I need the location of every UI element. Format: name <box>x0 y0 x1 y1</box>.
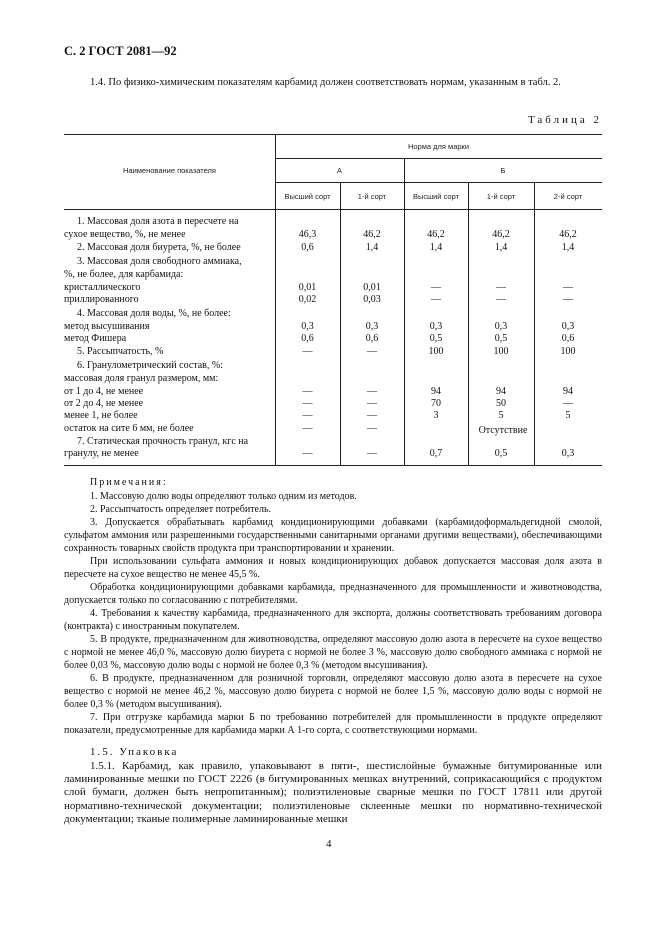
table-cell: 46,2 <box>492 229 510 240</box>
norm-header-rule <box>275 158 602 159</box>
table-cell: 0,3 <box>429 321 443 332</box>
table-cell: 0,6 <box>365 333 379 344</box>
table-cell: — <box>367 346 377 357</box>
page-number: 4 <box>326 838 332 850</box>
grade-b-header: Б <box>500 166 506 175</box>
table-cell: 1,4 <box>494 242 508 253</box>
row-label: массовая доля гранул размером, мм: <box>64 373 219 384</box>
table-cell: 3 <box>433 410 439 421</box>
subcol-header: 1-й сорт <box>357 192 387 201</box>
table-cell: 46,2 <box>363 229 381 240</box>
table-cell: 5 <box>565 410 571 421</box>
norm-header: Норма для марки <box>407 142 470 151</box>
table-cell: — <box>302 410 313 421</box>
table-cell: — <box>496 294 506 305</box>
section-paragraph: 1.5.1. Карбамид, как правило, упаковывают в пяти-, шестислойные бумажные битумированные или ламинированные мешки по ГОСТ 2226 (в битумированных мешках внутренний, соприкасающийся с продуктом слой бумаги, должен быть непропитанным); полиэтиленовые сварные мешки по ГОСТ 17811 или другой нормативно-технической документации; полиэтиленовые склеенные мешки по нормативно-технической документации; тканые полимерные ламинированные мешки <box>64 760 602 825</box>
table-cell: 46,2 <box>427 229 445 240</box>
table-cell: — <box>302 448 313 459</box>
table-cell: 50 <box>496 398 506 409</box>
row-label: сухое вещество, %, не менее <box>64 229 186 240</box>
subcol-header: Высший сорт <box>284 192 331 201</box>
note-item: Обработка кондиционирующими добавками карбамида, предназначенного для промышленности и животноводства, допускается только по согласованию с потребителями. <box>64 582 602 606</box>
table-cell: — <box>431 294 441 305</box>
table-cell: — <box>367 386 377 397</box>
table-cell: — <box>367 398 377 409</box>
table-cell: 94 <box>496 386 506 397</box>
row-label: 3. Массовая доля свободного аммиака, <box>77 256 242 267</box>
note-item: 3. Допускается обрабатывать карбамид кондиционирующими добавками (карбамидоформальдегидной смолой, сульфатом аммония или разрешенными государственными санитарными органами другими веществами), обеспечивающими сохранность товарных свойств продукта при транспортировании и хранении. <box>64 517 602 554</box>
table-cell: — <box>563 294 573 305</box>
table-cell: 0,5 <box>494 448 508 459</box>
table-cell: 0,7 <box>429 448 443 459</box>
absent-cell: Отсутствие <box>478 425 528 436</box>
header-bottom-rule <box>64 209 602 210</box>
table-cell: 94 <box>563 386 573 397</box>
table-cell: — <box>302 346 313 357</box>
intro-paragraph: 1.4. По физико-химическим показателям карбамид должен соответствовать нормам, указанным в табл. 2. <box>90 77 561 88</box>
row-label: от 2 до 4, не менее <box>64 398 144 409</box>
section-title: 1.5. Упаковка <box>90 746 179 758</box>
row-label: 4. Массовая доля воды, %, не более: <box>77 308 231 319</box>
note-item: 4. Требования к качеству карбамида, предназначенного для экспорта, должны соответствовать требованиям договора (контракта) с иностранным покупателем. <box>64 608 602 632</box>
note-item: 7. При отгрузке карбамида марки Б по требованию потребителей для промышленности в продукте определяют показатели, предусмотренные для карбамида марки А 1-го сорта, с соответствующими нормами. <box>64 712 602 736</box>
table-cell: 0,3 <box>561 321 575 332</box>
subcol-header: Высший сорт <box>412 192 460 201</box>
table-cell: — <box>563 282 573 293</box>
table-cell: 1,4 <box>429 242 443 253</box>
subcol-header: 1-й сорт <box>486 192 516 201</box>
table-cell: 0,03 <box>363 294 381 305</box>
note-item: При использовании сульфата аммония и новых кондиционирующих добавок допускается массовая доля азота в пересчете на сухое вещество не менее 45,5 %. <box>64 556 602 580</box>
table-cell: — <box>563 398 573 409</box>
notes-block <box>64 490 602 737</box>
table-cell: 0,6 <box>301 333 314 344</box>
table-cell: 0,5 <box>494 333 508 344</box>
table-cell: 0,6 <box>301 242 314 253</box>
table-caption: Таблица 2 <box>527 114 602 126</box>
table-cell: 46,2 <box>559 229 577 240</box>
row-label: 6. Гранулометрический состав, %: <box>77 360 224 371</box>
table-cell: 100 <box>493 346 509 357</box>
page-header: С. 2 ГОСТ 2081—92 <box>64 44 177 58</box>
table-cell: — <box>431 282 441 293</box>
grade-header-rule <box>275 182 602 183</box>
grade-a-header: А <box>336 166 342 175</box>
row-label: %, не более, для карбамида: <box>64 269 184 280</box>
table-cell: 1,4 <box>561 242 575 253</box>
table-bottom-rule <box>64 465 602 466</box>
table-cell: 0,3 <box>494 321 508 332</box>
note-item: 6. В продукте, предназначенном для розничной торговли, определяют массовую долю азота в пересчете на сухое вещество с нормой не менее 46,2 %, массовую долю биурета с нормой не более 1,5 %, массовую долю воды с нормой не более 0,3 % (методом высушивания). <box>64 673 602 710</box>
row-label: 7. Статическая прочность гранул, кгс на <box>77 436 249 447</box>
note-item: 5. В продукте, предназначенном для животноводства, определяют массовую долю азота в пересчете на сухое вещество с нормой не менее 46,0 %, массовую долю биурета с нормой не более 3 %, массовую долю свободного аммиака с нормой не более 0,03 %, массовую долю воды с нормой не более 0,3 % (методом высушивания). <box>64 634 602 671</box>
table-cell: — <box>367 448 377 459</box>
table-cell: — <box>302 423 313 434</box>
row-label: 1. Массовая доля азота в пересчете на <box>77 216 239 227</box>
notes-title: Примечания: <box>90 477 168 488</box>
row-label: метод Фишера <box>64 333 127 344</box>
table-cell: 0,3 <box>301 321 314 332</box>
table-cell: — <box>302 386 313 397</box>
table-top-rule <box>64 134 602 135</box>
col-header-name: Наименование показателя <box>123 166 216 175</box>
table-cell: 0,5 <box>429 333 443 344</box>
norms-table <box>64 134 602 466</box>
row-label: 5. Рассыпчатость, % <box>77 346 164 357</box>
table-cell: — <box>367 423 377 434</box>
row-label: гранулу, не менее <box>64 448 139 459</box>
table-cell: 100 <box>560 346 576 357</box>
table-cell: 0,3 <box>365 321 379 332</box>
note-item: 2. Рассыпчатость определяет потребитель. <box>90 504 272 515</box>
row-label: приллированного <box>64 294 139 305</box>
row-label: от 1 до 4, не менее <box>64 386 144 397</box>
row-label: остаток на сите 6 мм, не более <box>64 423 194 434</box>
row-label: кристаллического <box>64 282 141 293</box>
table-cell: 94 <box>431 386 441 397</box>
table-cell: 70 <box>431 398 441 409</box>
table-cell: 5 <box>498 410 504 421</box>
table-cell: 46,3 <box>298 229 317 240</box>
table-cell: 0,01 <box>298 282 317 293</box>
row-label: менее 1, не более <box>64 410 138 421</box>
table-cell: 1,4 <box>365 242 379 253</box>
subcol-header: 2-й сорт <box>553 192 583 201</box>
table-cell: — <box>496 282 506 293</box>
table-cell: 0,02 <box>298 294 317 305</box>
table-cell: 0,01 <box>363 282 381 293</box>
table-cell: — <box>367 410 377 421</box>
note-item: 1. Массовую долю воды определяют только одним из методов. <box>90 491 357 502</box>
table-cell: — <box>302 398 313 409</box>
row-label: метод высушивания <box>64 321 150 332</box>
table-cell: 0,6 <box>561 333 575 344</box>
table-cell: 100 <box>428 346 444 357</box>
row-label: 2. Массовая доля биурета, %, не более <box>77 242 241 253</box>
table-cell: 0,3 <box>561 448 575 459</box>
